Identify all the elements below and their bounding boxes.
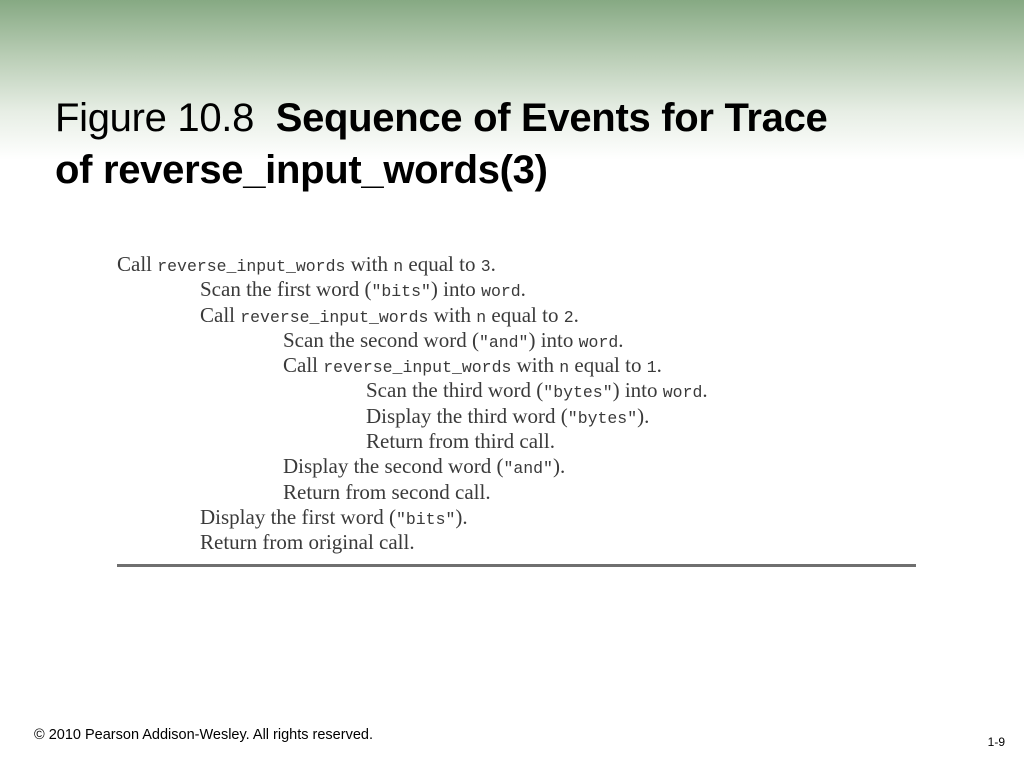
page-number: 1-9 (987, 735, 1005, 749)
trace-text: Scan the second word ( (283, 327, 479, 352)
trace-text: ). (552, 454, 566, 479)
code-token: reverse_input_words (157, 257, 346, 276)
code-token: "bits" (395, 509, 456, 529)
code-token: "and" (478, 332, 529, 352)
code-token: reverse_input_words (240, 307, 429, 327)
trace-line (117, 505, 917, 530)
figure-label: Figure 10.8 (55, 96, 255, 140)
trace-text: . (573, 302, 579, 327)
code-token: "bytes" (543, 383, 613, 403)
trace-text: Display the second word ( (283, 454, 504, 479)
trace-text: ) into (430, 277, 482, 302)
trace-line (117, 454, 917, 479)
trace-text: Display the third word ( (366, 403, 568, 428)
trace-line (117, 429, 917, 454)
trace-line (117, 252, 917, 277)
code-token: "and" (503, 459, 553, 479)
copyright-notice: © 2010 Pearson Addison-Wesley. All rights reserved. (34, 727, 373, 743)
code-token: reverse_input_words (323, 358, 512, 378)
trace-text: . (656, 353, 662, 378)
trace-text: ) into (612, 378, 663, 403)
trace-text: ). (455, 504, 468, 529)
trace-text: equal to (403, 252, 481, 276)
code-token: n (476, 307, 487, 327)
trace-text: . (520, 277, 526, 302)
trace-text: with (511, 353, 560, 378)
figure-title-line1: Sequence of Events for Trace (275, 96, 828, 140)
code-token: word (481, 282, 521, 302)
code-token: "bits" (371, 282, 431, 302)
trace-text: with (428, 302, 477, 327)
trace-text: . (618, 327, 624, 352)
trace-text: Return from original call. (200, 530, 415, 555)
figure-title-line2: of reverse_input_words(3) (55, 148, 548, 192)
trace-line (117, 277, 917, 302)
trace-line (117, 378, 917, 403)
trace-text: with (345, 252, 394, 276)
trace-text: . (490, 252, 496, 276)
code-token: word (578, 332, 619, 352)
trace-text: . (702, 378, 708, 403)
trace-text: ). (637, 403, 650, 428)
code-token: n (559, 358, 570, 378)
trace-text: ) into (528, 327, 579, 352)
trace-text: equal to (569, 353, 647, 378)
slide-title (55, 92, 955, 196)
trace-line (117, 303, 917, 328)
trace-text: Scan the first word ( (200, 277, 372, 302)
trace-text: Display the first word ( (200, 504, 396, 529)
code-token: "bytes" (567, 408, 638, 428)
trace-text: equal to (486, 302, 564, 327)
code-token: 2 (563, 307, 574, 327)
trace-line (117, 404, 917, 429)
trace-line (117, 530, 917, 555)
trace-text: Call (117, 252, 158, 276)
code-token: word (662, 383, 703, 403)
trace-text: Scan the third word ( (366, 378, 544, 403)
event-trace-figure (117, 252, 917, 556)
trace-line (117, 328, 917, 353)
trace-text: Return from third call. (366, 429, 555, 454)
code-token: 1 (646, 358, 657, 378)
trace-text: Return from second call. (283, 479, 491, 504)
figure-bottom-rule (117, 564, 916, 567)
code-token: n (393, 257, 404, 276)
trace-text: Call (283, 353, 324, 378)
code-token: 3 (480, 257, 491, 276)
trace-text: Call (200, 302, 241, 327)
trace-line (117, 353, 917, 378)
trace-line (117, 480, 917, 505)
